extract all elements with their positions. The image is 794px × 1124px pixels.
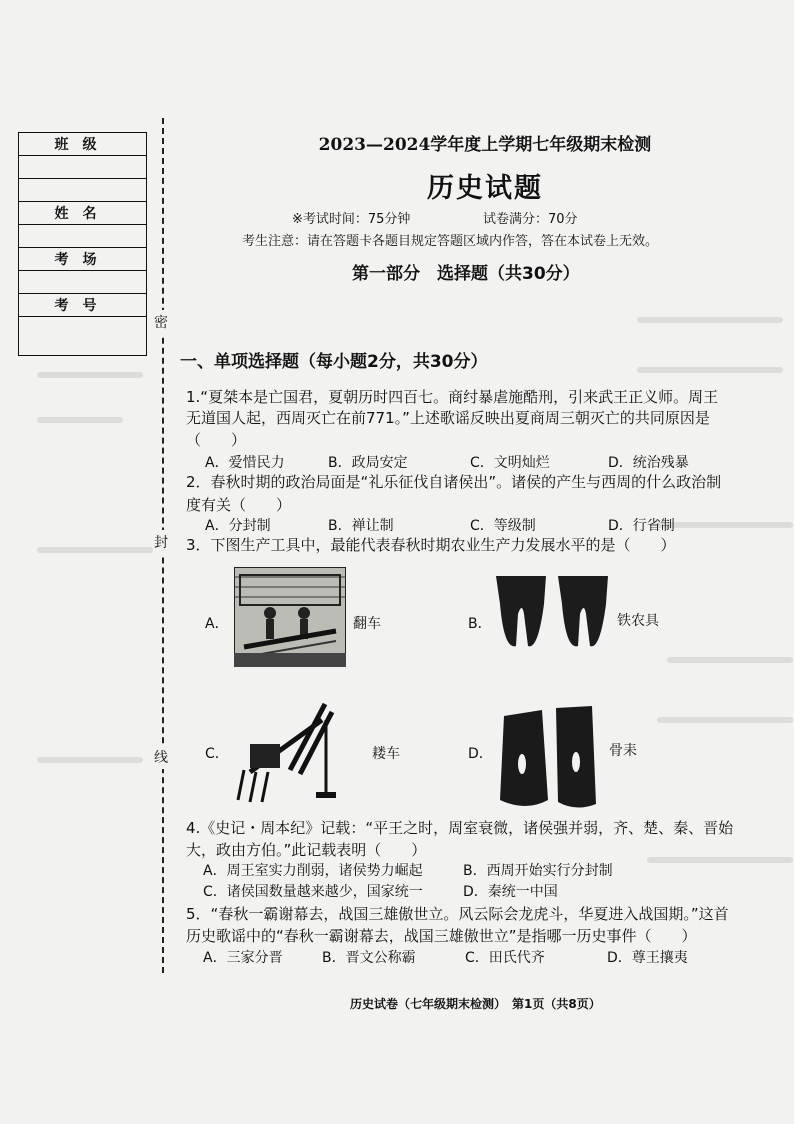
q3-option-b-letter[interactable]: B． bbox=[468, 616, 492, 632]
number-field[interactable] bbox=[19, 317, 146, 339]
q5-line1: 5．“春秋一霸谢幕去，战国三雄傲世立。风云际会龙虎斗，华夏进入战国期。”这首 bbox=[186, 905, 729, 923]
q4-line2: 大，政由方伯。”此记载表明（ ） bbox=[186, 841, 427, 859]
number-label: 考号 bbox=[19, 294, 146, 317]
q1-line3: （ ） bbox=[186, 431, 247, 449]
q4-line1: 4.《史记・周本纪》记载：“平王之时，周室衰微，诸侯强并弱，齐、楚、秦、晋始 bbox=[186, 819, 734, 837]
exam-notice: 考生注意：请在答题卡各题目规定答题区域内作答，答在本试卷上无效。 bbox=[242, 234, 659, 249]
exam-score: 试卷满分：70分 bbox=[483, 212, 578, 227]
q1-option-d[interactable]: D．统治残暴 bbox=[608, 455, 689, 471]
q5-option-a[interactable]: A．三家分晋 bbox=[203, 950, 283, 966]
class-field-2[interactable] bbox=[19, 179, 146, 202]
exam-title: 2023—2024学年度上学期七年级期末检测 bbox=[318, 135, 652, 155]
q5-option-d[interactable]: D．尊王攘夷 bbox=[607, 950, 688, 966]
q2-option-b[interactable]: B．禅让制 bbox=[328, 518, 394, 534]
q3-line1: 3．下图生产工具中，最能代表春秋时期农业生产力发展水平的是（ ） bbox=[186, 536, 676, 554]
class-label: 班级 bbox=[19, 133, 146, 156]
page-footer: 历史试卷（七年级期末检测） 第1页（共8页） bbox=[350, 997, 601, 1011]
q4-option-c[interactable]: C．诸侯国数量越来越少，国家统一 bbox=[203, 884, 423, 900]
iron-tools-image bbox=[494, 574, 612, 658]
q3-option-d-letter[interactable]: D． bbox=[468, 746, 493, 762]
bone-spade-image bbox=[496, 704, 600, 818]
subject-title: 历史试题 bbox=[427, 173, 543, 204]
q5-option-b[interactable]: B．晋文公称霸 bbox=[322, 950, 416, 966]
q2-option-a[interactable]: A．分封制 bbox=[205, 518, 271, 534]
q1-line2: 无道国人起，西周灭亡在前771。”上述歌谣反映出夏商周三朝灭亡的共同原因是 bbox=[186, 409, 710, 427]
q3-option-c-label: 耧车 bbox=[372, 746, 400, 762]
q4-option-d[interactable]: D．秦统一中国 bbox=[463, 884, 558, 900]
q1-option-b[interactable]: B．政局安定 bbox=[328, 455, 408, 471]
seed-drill-image bbox=[230, 700, 340, 809]
q5-line2: 历史歌谣中的“春秋一霸谢幕去，战国三雄傲世立”是指哪一历史事件（ ） bbox=[186, 927, 697, 945]
q2-line2: 度有关（ ） bbox=[186, 496, 292, 514]
q3-option-a-letter[interactable]: A． bbox=[205, 616, 229, 632]
q2-line1: 2．春秋时期的政治局面是“礼乐征伐自诸侯出”。诸侯的产生与西周的什么政治制 bbox=[186, 473, 722, 491]
seal-mark-feng: 封 bbox=[154, 530, 168, 554]
q1-line1: 1.“夏桀本是亡国君，夏朝历时四百七。商纣暴虐施酷刑，引来武王正义师。周王 bbox=[186, 388, 719, 406]
section-heading: 一、单项选择题（每小题2分，共30分） bbox=[180, 352, 488, 372]
q4-option-a[interactable]: A．周王室实力削弱，诸侯势力崛起 bbox=[203, 863, 423, 879]
q3-option-a-label: 翻车 bbox=[353, 616, 381, 632]
q2-option-c[interactable]: C．等级制 bbox=[470, 518, 536, 534]
seal-mark-mi: 密 bbox=[154, 310, 168, 334]
q4-option-b[interactable]: B．西周开始实行分封制 bbox=[463, 863, 613, 879]
q3-option-c-letter[interactable]: C． bbox=[205, 746, 229, 762]
q3-option-b-label: 铁农具 bbox=[617, 613, 659, 629]
class-field[interactable] bbox=[19, 156, 146, 179]
q2-option-d[interactable]: D．行省制 bbox=[608, 518, 675, 534]
q1-option-a[interactable]: A．爱惜民力 bbox=[205, 455, 285, 471]
student-info-box bbox=[18, 132, 147, 356]
exam-time: ※考试时间：75分钟 bbox=[292, 212, 411, 227]
waterwheel-image bbox=[234, 567, 346, 671]
seal-mark-xian: 线 bbox=[154, 745, 168, 769]
room-field[interactable] bbox=[19, 271, 146, 294]
name-field[interactable] bbox=[19, 225, 146, 248]
part-heading: 第一部分 选择题（共30分） bbox=[352, 264, 580, 284]
name-label: 姓名 bbox=[19, 202, 146, 225]
q3-option-d-label: 骨耒 bbox=[609, 743, 637, 759]
q1-option-c[interactable]: C．文明灿烂 bbox=[470, 455, 550, 471]
room-label: 考场 bbox=[19, 248, 146, 271]
q5-option-c[interactable]: C．田氏代齐 bbox=[465, 950, 545, 966]
